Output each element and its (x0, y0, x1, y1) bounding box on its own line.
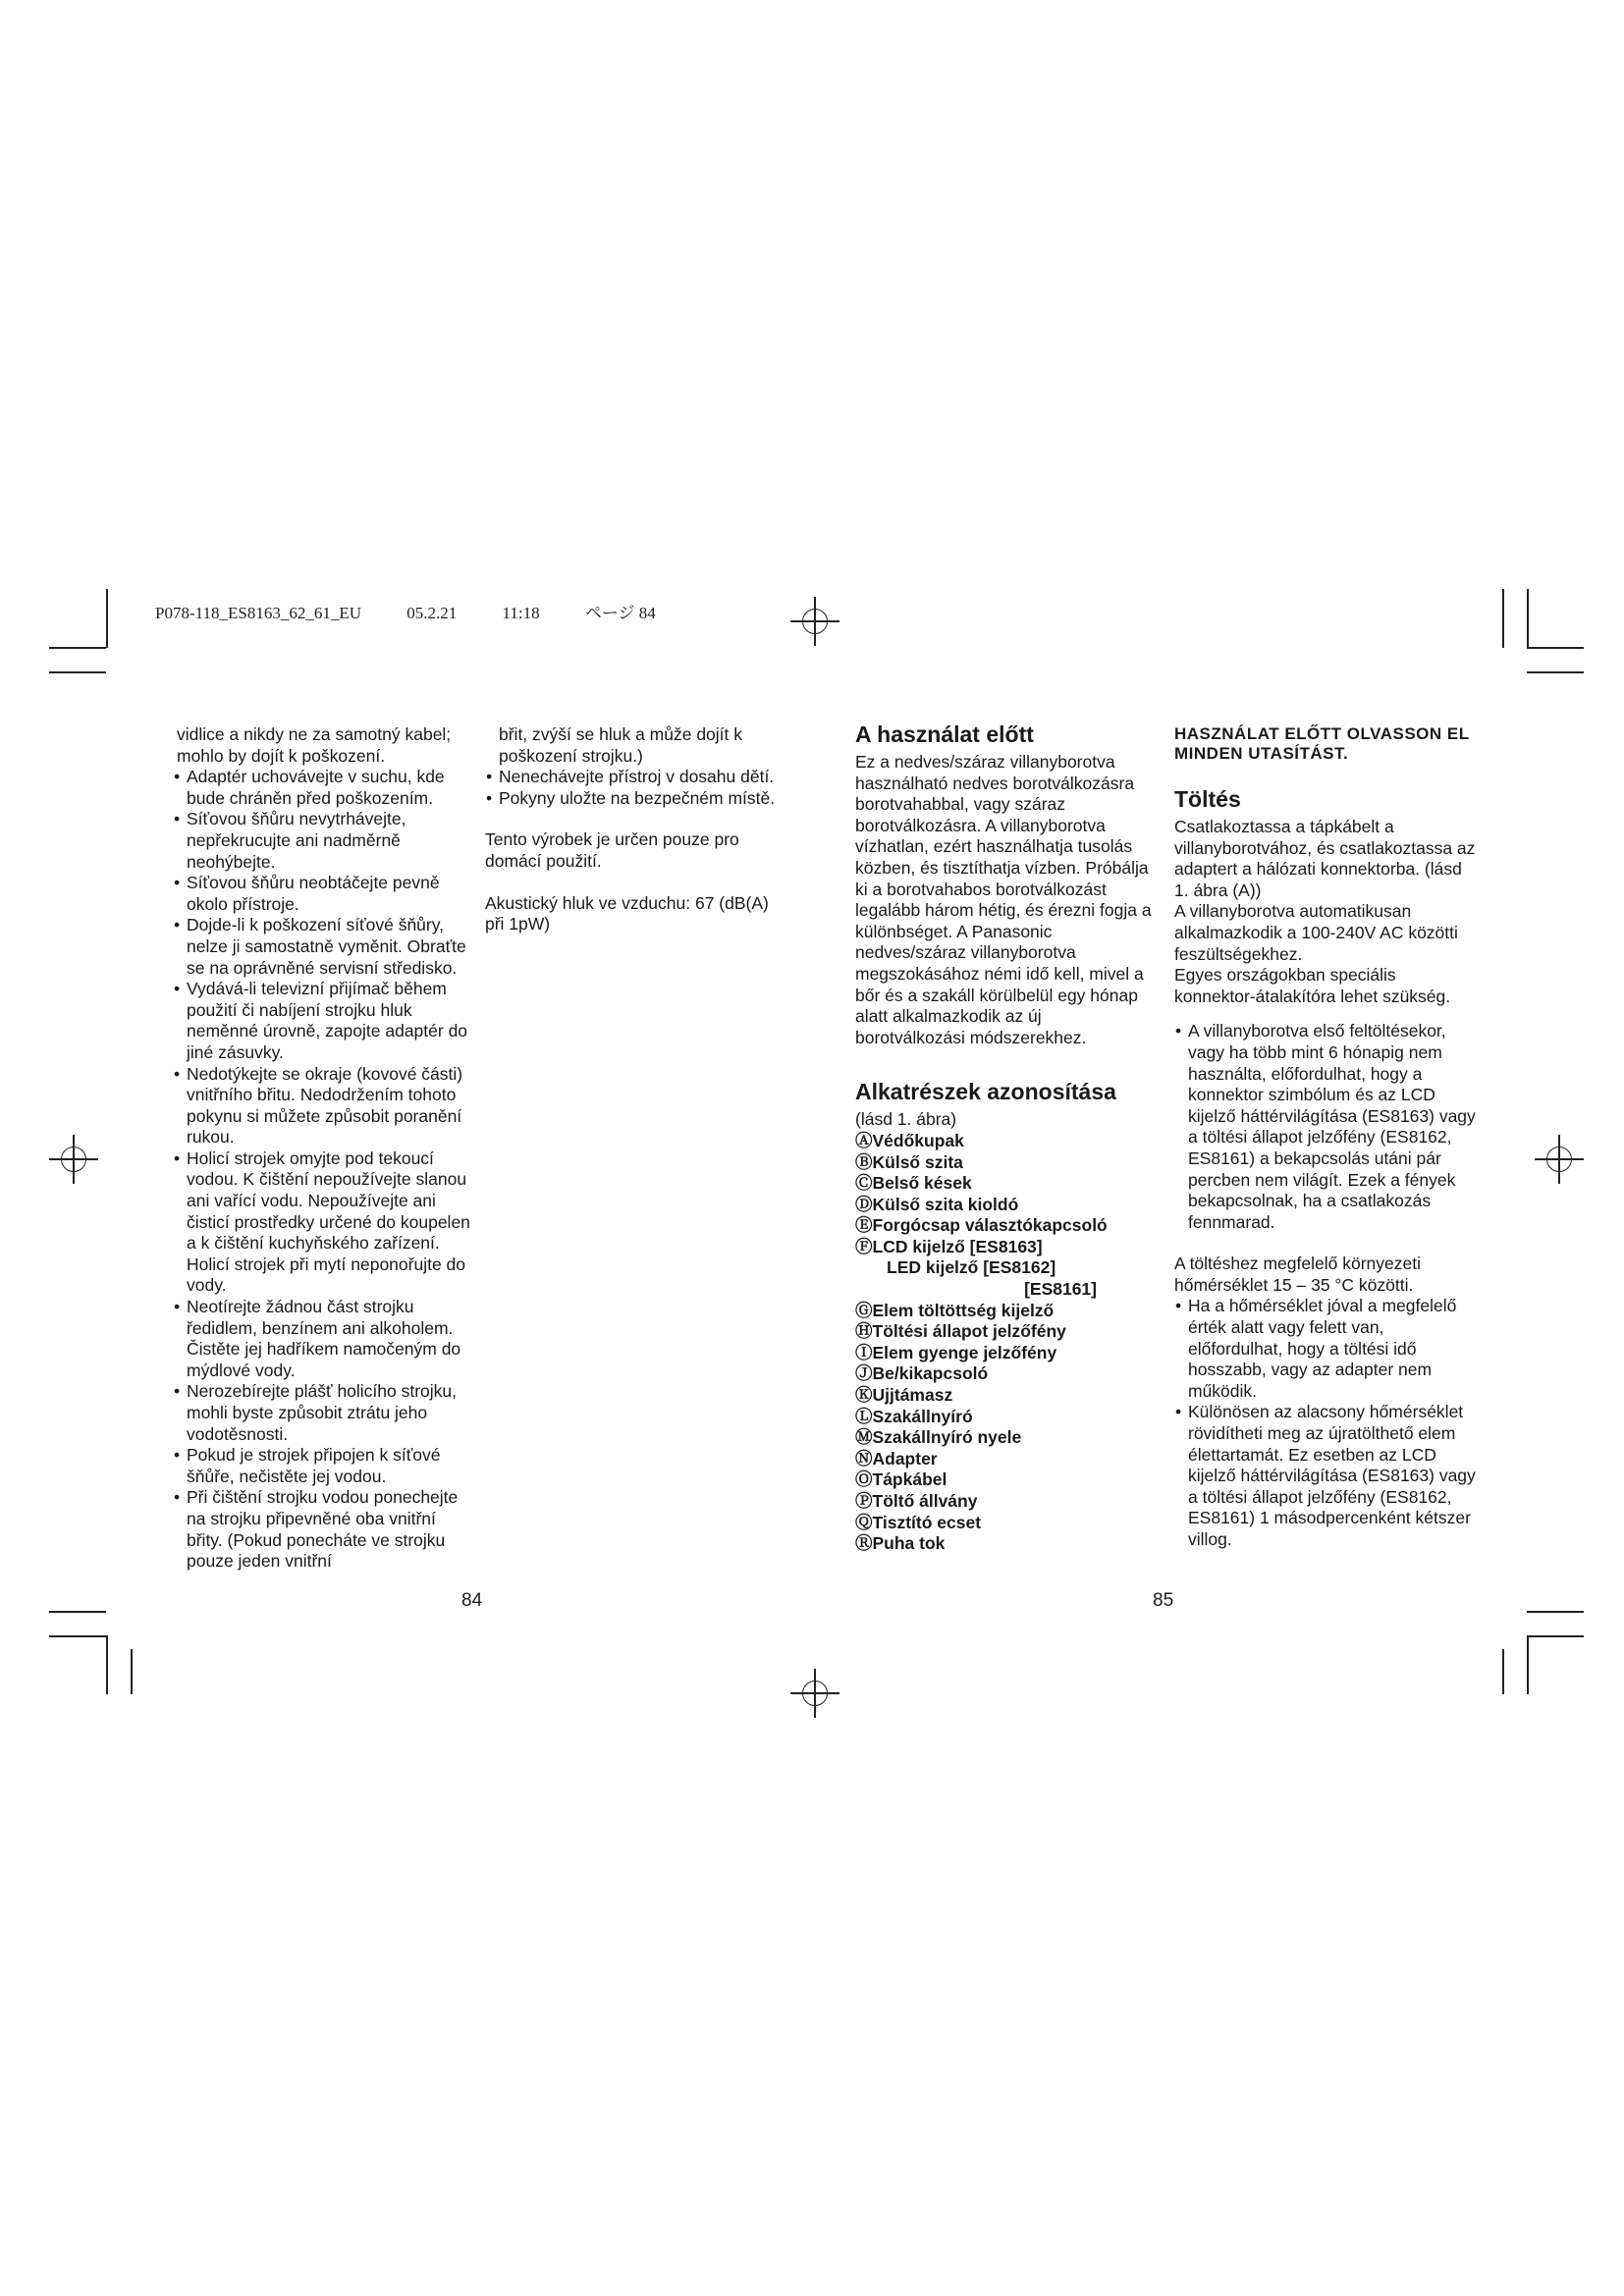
crop-mark (1502, 1649, 1504, 1694)
section-title: A használat előtt (855, 721, 1034, 747)
crop-mark (1527, 1611, 1584, 1613)
list-item: • Nenechávejte přístroj v dosahu dětí. (485, 767, 789, 788)
registration-mark (790, 597, 839, 646)
crop-mark (49, 1611, 106, 1613)
crop-mark (131, 1649, 133, 1694)
part-item: ⓃAdapter (855, 1448, 938, 1468)
part-item: ⒹKülső szita kioldó (855, 1194, 1019, 1214)
left-col1-lead: vidlice a nikdy ne za samotný kabel; mohlo by dojít k poškození. (177, 724, 452, 766)
registration-mark (790, 1669, 839, 1718)
left-col1-list (173, 767, 470, 1573)
right-col-2 (1174, 724, 1481, 1551)
print-header (155, 599, 697, 623)
print-time: 11:18 (502, 604, 540, 622)
list-item: • Síťovou šňůru nevytrhávejte, nepřekrucujte ani nadměrně neohýbejte. (173, 809, 470, 873)
left-col2-lead: břit, zvýší se hluk a může dojít k poškození strojku.) (499, 724, 743, 766)
part-item: ⒾElem gyenge jelzőfény (855, 1342, 1057, 1362)
page-number: 85 (1153, 1590, 1174, 1611)
crop-mark (1527, 647, 1584, 649)
part-item: [ES8161] (1024, 1279, 1097, 1300)
part-item: ⓆTisztító ecset (855, 1512, 982, 1532)
crop-mark (106, 1635, 108, 1694)
crop-mark (1527, 1635, 1584, 1637)
list-item: • Neotírejte žádnou část strojku ředidlem, benzínem ani alkoholem. Čistěte jej hadříkem namočeným do mýdlové vody. (173, 1297, 470, 1381)
notice-heading: HASZNÁLAT ELŐTT OLVASSON EL MINDEN UTASÍTÁST. (1174, 724, 1470, 763)
part-item: ⓇPuha tok (855, 1533, 946, 1554)
right-col2-list-b (1174, 1296, 1481, 1550)
list-item: • Pokud je strojek připojen k síťové šňůře, nečistěte jej vodou. (173, 1445, 470, 1487)
part-item: ⓂSzakállnyíró nyele (855, 1427, 1022, 1448)
left-col-2 (485, 724, 789, 935)
crop-mark (1502, 589, 1504, 648)
part-item: ⒶVédőkupak (855, 1130, 964, 1150)
part-item: ⒸBelső kések (855, 1173, 972, 1194)
list-item: • Síťovou šňůru neobtáčejte pevně okolo přístroje. (173, 873, 470, 915)
list-item: • Dojde-li k poškození síťové šňůry, nelze ji samostatně vyměnit. Obraťte se na oprávněné servisní středisko. (173, 915, 470, 979)
print-page: ページ 84 (584, 604, 656, 622)
paragraph: Akustický hluk ve vzduchu: 67 (dB(A) při 1pW) (485, 892, 769, 934)
paragraph: A villanyborotva automatikusan alkalmazkodik a 100-240V AC közötti feszültségekhez. (1174, 901, 1458, 964)
part-item: ⒷKülső szita (855, 1151, 963, 1172)
crop-mark (1527, 1635, 1529, 1694)
right-col2-list-a (1174, 1021, 1481, 1233)
crop-mark (1527, 671, 1584, 673)
list-item: • Při čištění strojku vodou ponechejte na strojku připevněné oba vnitřní břity. (Pokud ponecháte ve strojku pouze jeden vnitřní (173, 1487, 470, 1572)
print-date: 05.2.21 (406, 604, 458, 622)
part-item: ⒼElem töltöttség kijelző (855, 1300, 1055, 1320)
part-item: ⒽTöltési állapot jelzőfény (855, 1321, 1066, 1342)
crop-mark (1527, 589, 1529, 648)
registration-mark (1535, 1135, 1584, 1184)
part-item: ⓁSzakállnyíró (855, 1406, 973, 1426)
paragraph: Egyes országokban speciális konnektor-átalakítóra lehet szükség. (1174, 965, 1451, 1006)
part-item: ⓅTöltő állvány (855, 1491, 978, 1511)
list-item: • Nedotýkejte se okraje (kovové části) vnitřního břitu. Nedodržením tohoto pokynu si můžete způsobit poranění rukou. (173, 1064, 470, 1148)
crop-mark (49, 671, 106, 673)
part-item: LED kijelző [ES8162] (887, 1257, 1056, 1278)
paragraph: Csatlakoztassa a tápkábelt a villanyborotvához, és csatlakoztassa az adaptert a hálózati konnektorba. (lásd 1. ábra (A)) (1174, 817, 1476, 900)
crop-mark (49, 647, 106, 649)
list-item: • Adaptér uchovávejte v suchu, kde bude chráněn před poškozením. (173, 767, 470, 809)
list-item: • Holicí strojek omyjte pod tekoucí vodou. K čištění nepoužívejte slanou ani vařící vodu. Nepoužívejte ani čisticí prostředky určené do koupelen a k čištění kuchyňského zařízení. Holicí strojek při mytí neponořujte do vody. (173, 1148, 470, 1297)
list-item: • Nerozebírejte plášť holicího strojku, mohli byste způsobit ztrátu jeho vodotěsnosti. (173, 1381, 470, 1445)
section-title: Töltés (1174, 786, 1241, 812)
left-col2-list (485, 767, 789, 809)
paragraph: Tento výrobek je určen pouze pro domácí použití. (485, 829, 739, 871)
list-item: • Ha a hőmérséklet jóval a megfelelő érték alatt vagy felett van, előfordulhat, hogy a töltési idő hosszabb, vagy az adapter nem működik. (1174, 1296, 1481, 1402)
part-item: ⒿBe/kikapcsoló (855, 1363, 989, 1384)
list-item: • Vydává-li televizní přijímač během použití či nabíjení strojku hluk neměnné úrovně, zapojte adaptér do jiné zásuvky. (173, 979, 470, 1063)
left-col-1 (173, 724, 470, 1573)
crop-mark (49, 1635, 106, 1637)
part-item: ⒻLCD kijelző [ES8163] (855, 1236, 1043, 1256)
see-figure: (lásd 1. ábra) (855, 1109, 957, 1130)
right-col-1 (855, 721, 1156, 1555)
registration-mark (49, 1135, 98, 1184)
paragraph: Ez a nedves/száraz villanyborotva használható nedves borotválkozásra borotvahabbal, vagy száraz borotválkozásra. A villanyborotva vízhatlan, ezért használhatja tusolás közben, és tisztíthatja vízben. Próbálja ki a borotvahabos borotválkozást legalább három hétig, és érezni fogja a különbséget. A Panasonic nedves/száraz villanyborotva megszokásához némi idő kell, mivel a bőr és a szakáll körülbelül egy hónap alatt alkalmazkodik az új borotválkozási módszerekhez. (855, 752, 1152, 1047)
list-item: • Különösen az alacsony hőmérséklet rövidítheti meg az újratölthető elem élettartamát. Ez esetben az LCD kijelző háttérvilágítása (ES8163) vagy a töltési állapot jelzőfény (ES8162, ES8161) 1 másodpercenként kétszer villog. (1174, 1402, 1481, 1550)
file-name: P078-118_ES8163_62_61_EU (155, 604, 361, 622)
page-number: 84 (461, 1590, 483, 1611)
parts-list (855, 1131, 1156, 1555)
part-item: ⒺForgócsap választókapcsoló (855, 1215, 1108, 1236)
list-item: • Pokyny uložte na bezpečném místě. (485, 788, 789, 810)
section-title: Alkatrészek azonosítása (855, 1079, 1116, 1105)
part-item: ⓀUjjtámasz (855, 1385, 953, 1406)
part-item: ⓄTápkábel (855, 1469, 947, 1490)
paragraph: A töltéshez megfelelő környezeti hőmérséklet 15 – 35 °C közötti. (1174, 1254, 1421, 1295)
crop-mark (106, 589, 108, 648)
list-item: • A villanyborotva első feltöltésekor, vagy ha több mint 6 hónapig nem használta, előfordulhat, hogy a konnektor szimbólum és az LCD kijelző háttérvilágítása (ES8163) vagy a töltési állapot jelzőfény (ES8162, ES8161) a bekapcsolás utáni pár percben nem világít. Ezek a fények bekapcsolnak, ha a csatlakozás fennmarad. (1174, 1021, 1481, 1233)
